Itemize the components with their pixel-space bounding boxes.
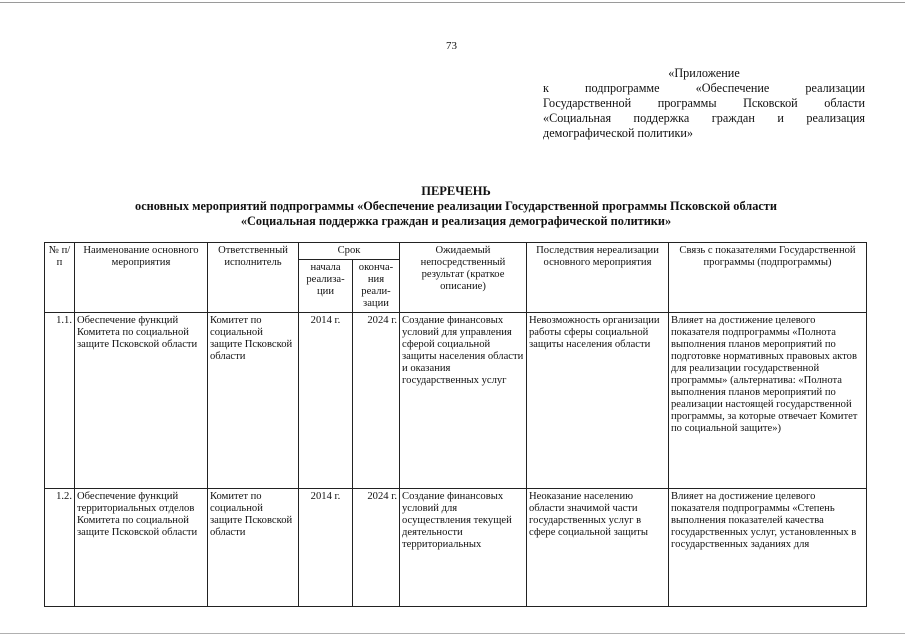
title-main: ПЕРЕЧЕНЬ [421, 184, 491, 198]
cell-num: 1.2. [45, 489, 75, 607]
cell-executor: Комитет по социальной защите Псковской области [208, 489, 299, 607]
cell-end: 2024 г. [353, 313, 400, 489]
appendix-line: «Приложение [668, 66, 740, 80]
cell-num: 1.1. [45, 313, 75, 489]
scan-top-edge [0, 2, 905, 3]
appendix-note [543, 66, 865, 141]
header-term: Срок [299, 243, 400, 260]
cell-start: 2014 г. [299, 313, 353, 489]
table-row [45, 313, 867, 489]
scan-bottom-edge [0, 633, 905, 634]
page-number: 73 [446, 40, 457, 52]
cell-consequences: Невозможность организации работы сферы социальной защиты населения области [527, 313, 669, 489]
cell-name: Обеспечение функций территориальных отделов Комитета по социальной защите Псковской области [75, 489, 208, 607]
table-row [45, 489, 867, 607]
header-executor: Ответственный исполнитель [208, 243, 299, 313]
header-start: начала реализа-ции [299, 260, 353, 313]
cell-consequences: Неоказание населению области значимой части государственных услуг в сфере социальной защиты [527, 489, 669, 607]
cell-name: Обеспечение функций Комитета по социальной защите Псковской области [75, 313, 208, 489]
cell-result: Создание финансовых условий для осуществления текущей деятельности территориальных [400, 489, 527, 607]
header-name: Наименование основного мероприятия [75, 243, 208, 313]
header-num: № п/п [45, 243, 75, 313]
header-end: оконча-ния реали-зации [353, 260, 400, 313]
header-consequences: Последствия нереализации основного мероприятия [527, 243, 669, 313]
measures-table [44, 242, 867, 607]
cell-link: Влияет на достижение целевого показателя подпрограммы «Полнота выполнения планов мероприятий по подготовке нормативных правовых актов для реализации государственной программы» (альтернатива: «Полнота выполнения планов мероприятий по реализации настоящей государственной программы, за которые отвечает Комитет по социальной защите») [669, 313, 867, 489]
appendix-line: демографической политики» [543, 126, 693, 140]
appendix-line: «Социальная поддержка граждан и реализация [543, 111, 865, 125]
header-row [45, 243, 867, 260]
document-title [40, 183, 872, 229]
cell-link: Влияет на достижение целевого показателя подпрограммы «Степень выполнения показателей качества государственных услуг, установленных в государственных заданиях для [669, 489, 867, 607]
title-line: основных мероприятий подпрограммы «Обеспечение реализации Государственной программы Псковской области [135, 199, 777, 213]
header-link: Связь с показателями Государственной программы (подпрограммы) [669, 243, 867, 313]
cell-executor: Комитет по социальной защите Псковской области [208, 313, 299, 489]
cell-end: 2024 г. [353, 489, 400, 607]
title-line: «Социальная поддержка граждан и реализация демографической политики» [240, 214, 672, 228]
header-result: Ожидаемый непосредственный результат (краткое описание) [400, 243, 527, 313]
cell-result: Создание финансовых условий для управления сферой социальной защиты населения области и оказания государственных услуг [400, 313, 527, 489]
appendix-line: к подпрограмме «Обеспечение реализации [543, 81, 865, 95]
appendix-line: Государственной программы Псковской области [543, 96, 865, 110]
cell-start: 2014 г. [299, 489, 353, 607]
